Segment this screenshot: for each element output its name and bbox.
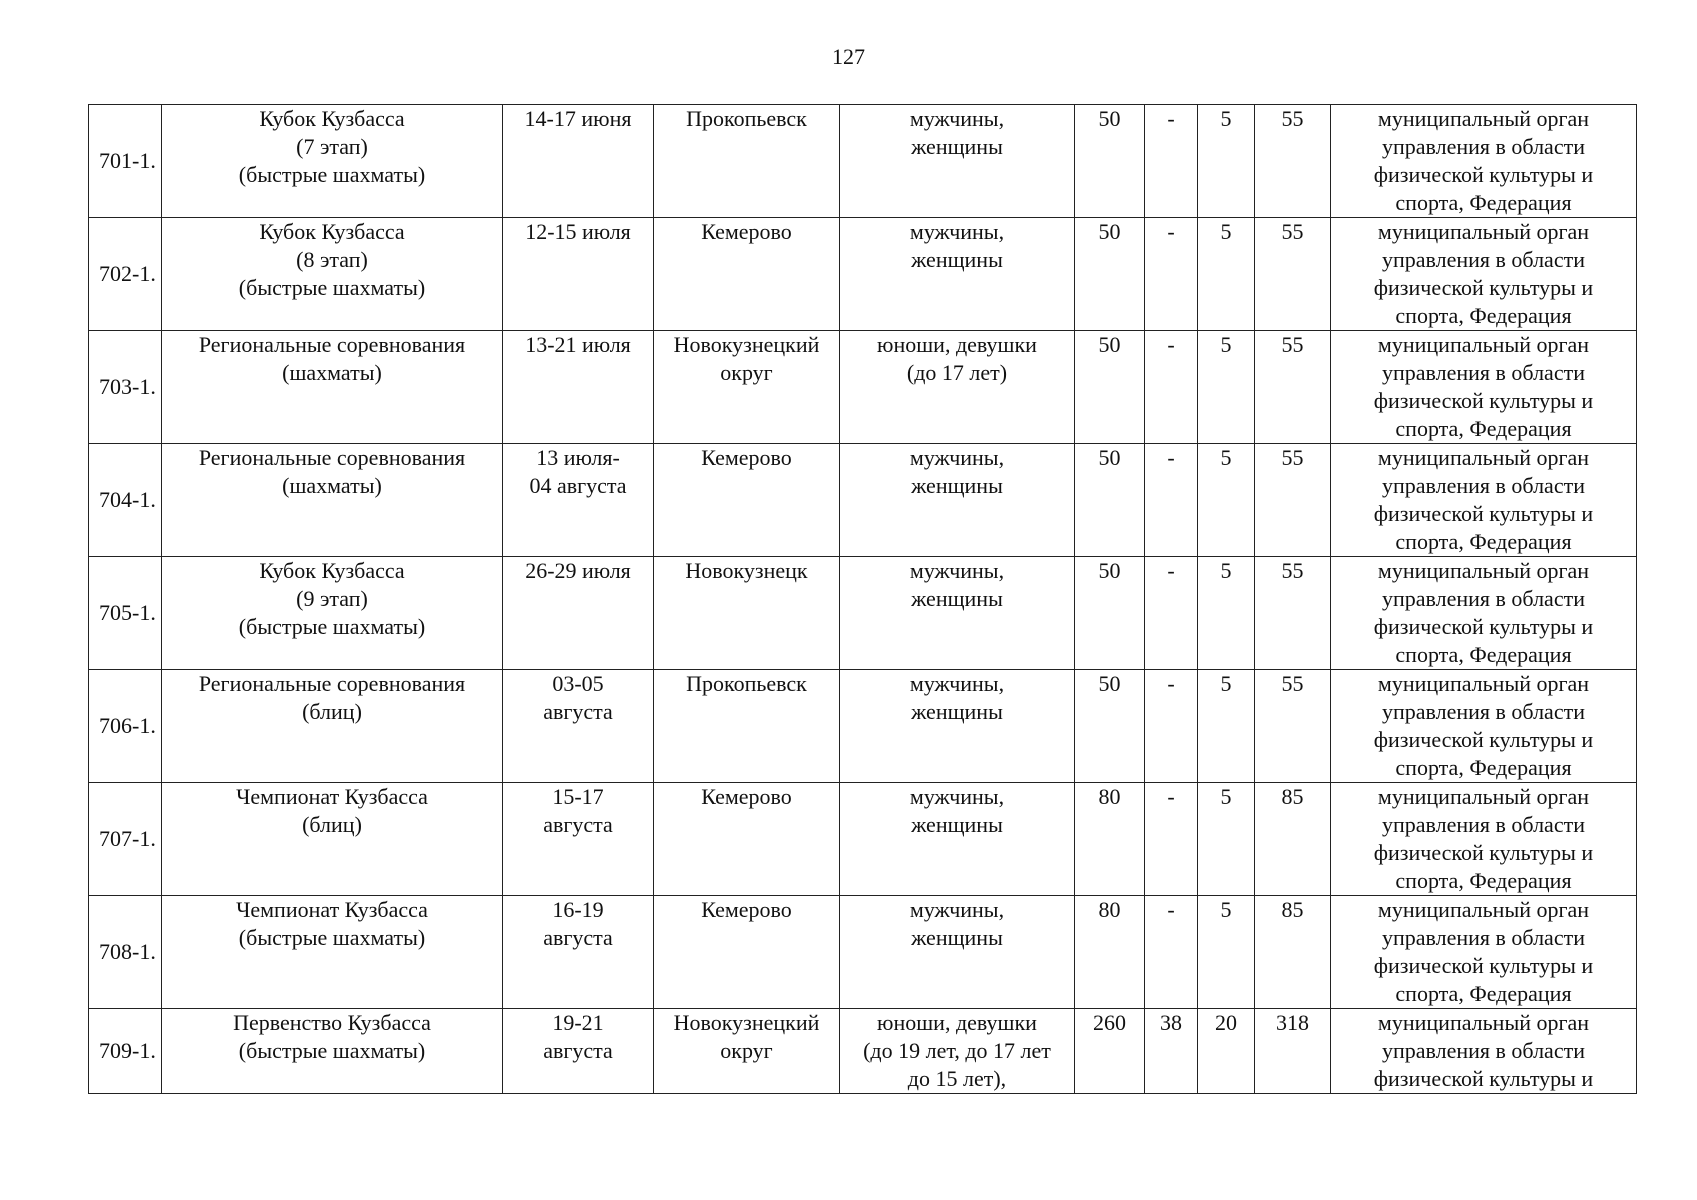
participants-cell (840, 783, 1075, 896)
event-dates-cell (503, 557, 654, 670)
event-dates-line: 16-19 (552, 897, 604, 922)
organizer-line: спорта, Федерация (1395, 755, 1572, 780)
participants-cell (840, 444, 1075, 557)
event-place-cell (654, 444, 840, 557)
participants-cell (840, 105, 1075, 218)
organizer-line: спорта, Федерация (1395, 868, 1572, 893)
count-cell-2: - (1145, 444, 1198, 557)
count-cell-1: 80 (1075, 783, 1145, 896)
event-dates-cell (503, 1009, 654, 1094)
organizer-line: спорта, Федерация (1395, 416, 1572, 441)
organizer-line: муниципальный орган (1377, 332, 1590, 357)
event-place-line: округ (720, 1038, 773, 1063)
event-place-line: Новокузнецкий (673, 1010, 820, 1035)
table-row (89, 557, 1637, 670)
count-cell-1: 50 (1075, 444, 1145, 557)
participants-cell (840, 331, 1075, 444)
organizer-line: управления в области (1382, 247, 1585, 272)
row-number-cell: 701-1. (89, 105, 162, 218)
event-place-line: округ (720, 360, 773, 385)
event-name-line: Кубок Кузбасса (259, 219, 405, 244)
organizer-line: физической культуры и (1373, 727, 1594, 752)
event-dates-line: 04 августа (529, 473, 627, 498)
organizer-line: муниципальный орган (1377, 671, 1590, 696)
event-place-cell (654, 105, 840, 218)
table-row (89, 1009, 1637, 1094)
event-dates-line: августа (543, 699, 613, 724)
count-cell-1: 50 (1075, 331, 1145, 444)
event-place-line: Кемерово (701, 897, 792, 922)
participants-cell (840, 896, 1075, 1009)
event-name-cell (162, 783, 503, 896)
organizer-line: управления в области (1382, 925, 1585, 950)
event-place-cell (654, 1009, 840, 1094)
count-cell-2: - (1145, 783, 1198, 896)
count-cell-total: 85 (1255, 783, 1331, 896)
count-cell-total: 55 (1255, 218, 1331, 331)
count-cell-2: - (1145, 670, 1198, 783)
count-cell-total: 55 (1255, 557, 1331, 670)
event-name-cell (162, 331, 503, 444)
participants-cell (840, 670, 1075, 783)
organizer-line: управления в области (1382, 812, 1585, 837)
event-place-line: Кемерово (701, 219, 792, 244)
participants-line: мужчины, (909, 106, 1005, 131)
organizer-line: муниципальный орган (1377, 106, 1590, 131)
organizer-line: физической культуры и (1373, 162, 1594, 187)
count-cell-1: 50 (1075, 670, 1145, 783)
participants-line: мужчины, (909, 219, 1005, 244)
event-place-cell (654, 896, 840, 1009)
count-cell-total: 85 (1255, 896, 1331, 1009)
event-name-cell (162, 218, 503, 331)
page-number: 127 (832, 44, 865, 69)
event-name-cell (162, 1009, 503, 1094)
organizer-line: муниципальный орган (1377, 897, 1590, 922)
event-place-cell (654, 670, 840, 783)
event-dates-cell (503, 218, 654, 331)
event-name-line: (быстрые шахматы) (238, 162, 426, 187)
event-place-line: Кемерово (701, 445, 792, 470)
participants-line: (до 17 лет) (906, 360, 1008, 385)
organizer-line: спорта, Федерация (1395, 190, 1572, 215)
count-cell-total: 55 (1255, 105, 1331, 218)
organizer-line: физической культуры и (1373, 388, 1594, 413)
table-row (89, 331, 1637, 444)
organizer-cell (1331, 444, 1637, 557)
event-name-line: (быстрые шахматы) (238, 925, 426, 950)
event-name-line: Чемпионат Кузбасса (236, 784, 428, 809)
count-cell-total: 55 (1255, 670, 1331, 783)
count-cell-3: 5 (1198, 670, 1255, 783)
count-cell-2: - (1145, 557, 1198, 670)
event-place-cell (654, 331, 840, 444)
participants-line: (до 19 лет, до 17 лет (863, 1038, 1051, 1063)
count-cell-1: 50 (1075, 105, 1145, 218)
event-name-line: Региональные соревнования (198, 671, 466, 696)
count-cell-3: 5 (1198, 105, 1255, 218)
count-cell-2: - (1145, 218, 1198, 331)
event-place-cell (654, 218, 840, 331)
organizer-line: спорта, Федерация (1395, 981, 1572, 1006)
organizer-cell (1331, 218, 1637, 331)
event-name-line: (7 этап) (296, 134, 368, 159)
row-number-cell: 707-1. (89, 783, 162, 896)
participants-line: женщины (911, 473, 1003, 498)
event-dates-cell (503, 105, 654, 218)
event-dates-line: 26-29 июля (525, 558, 631, 583)
event-name-cell (162, 670, 503, 783)
participants-cell (840, 557, 1075, 670)
event-dates-line: августа (543, 812, 613, 837)
count-cell-1: 260 (1075, 1009, 1145, 1094)
participants-line: мужчины, (909, 897, 1005, 922)
event-name-line: Региональные соревнования (198, 445, 466, 470)
organizer-cell (1331, 783, 1637, 896)
organizer-cell (1331, 1009, 1637, 1094)
organizer-line: муниципальный орган (1377, 784, 1590, 809)
participants-cell (840, 218, 1075, 331)
event-place-cell (654, 783, 840, 896)
event-dates-cell (503, 783, 654, 896)
event-place-line: Прокопьевск (686, 671, 807, 696)
table-row (89, 218, 1637, 331)
count-cell-3: 5 (1198, 218, 1255, 331)
organizer-cell (1331, 557, 1637, 670)
organizer-line: управления в области (1382, 699, 1585, 724)
organizer-line: управления в области (1382, 586, 1585, 611)
participants-line: мужчины, (909, 671, 1005, 696)
count-cell-3: 5 (1198, 444, 1255, 557)
count-cell-1: 80 (1075, 896, 1145, 1009)
table-row (89, 444, 1637, 557)
participants-line: женщины (911, 247, 1003, 272)
count-cell-3: 5 (1198, 896, 1255, 1009)
event-dates-line: августа (543, 925, 613, 950)
row-number-cell: 709-1. (89, 1009, 162, 1094)
table-row (89, 670, 1637, 783)
event-name-line: (8 этап) (296, 247, 368, 272)
event-dates-line: 12-15 июля (525, 219, 631, 244)
participants-cell (840, 1009, 1075, 1094)
row-number-cell: 708-1. (89, 896, 162, 1009)
count-cell-3: 5 (1198, 331, 1255, 444)
event-name-line: (быстрые шахматы) (238, 1038, 426, 1063)
event-dates-cell (503, 896, 654, 1009)
participants-line: женщины (911, 699, 1003, 724)
participants-line: юноши, девушки (877, 332, 1037, 357)
event-name-line: Кубок Кузбасса (259, 558, 405, 583)
organizer-line: физической культуры и (1373, 1066, 1594, 1091)
row-number-cell: 704-1. (89, 444, 162, 557)
organizer-line: физической культуры и (1373, 953, 1594, 978)
count-cell-3: 5 (1198, 783, 1255, 896)
event-dates-line: 15-17 (552, 784, 604, 809)
organizer-line: муниципальный орган (1377, 1010, 1590, 1035)
count-cell-2: - (1145, 896, 1198, 1009)
event-dates-cell (503, 670, 654, 783)
participants-line: до 15 лет), (907, 1066, 1007, 1091)
organizer-line: физической культуры и (1373, 614, 1594, 639)
count-cell-2: - (1145, 331, 1198, 444)
event-dates-line: 13-21 июля (525, 332, 631, 357)
event-name-cell (162, 444, 503, 557)
organizer-line: спорта, Федерация (1395, 642, 1572, 667)
event-place-cell (654, 557, 840, 670)
organizer-line: управления в области (1382, 1038, 1585, 1063)
row-number-cell: 706-1. (89, 670, 162, 783)
event-place-line: Прокопьевск (686, 106, 807, 131)
event-dates-line: 19-21 (552, 1010, 604, 1035)
event-place-line: Кемерово (701, 784, 792, 809)
participants-line: юноши, девушки (877, 1010, 1037, 1035)
participants-line: женщины (911, 812, 1003, 837)
participants-line: женщины (911, 925, 1003, 950)
event-name-line: Первенство Кузбасса (233, 1010, 431, 1035)
row-number-cell: 702-1. (89, 218, 162, 331)
participants-line: мужчины, (909, 558, 1005, 583)
event-name-line: Региональные соревнования (198, 332, 466, 357)
event-dates-cell (503, 444, 654, 557)
event-name-cell (162, 896, 503, 1009)
count-cell-2: 38 (1145, 1009, 1198, 1094)
organizer-line: спорта, Федерация (1395, 529, 1572, 554)
event-name-line: Кубок Кузбасса (259, 106, 405, 131)
organizer-line: управления в области (1382, 473, 1585, 498)
table-row (89, 783, 1637, 896)
event-name-line: (блиц) (302, 812, 362, 837)
event-name-line: (блиц) (302, 699, 362, 724)
participants-line: мужчины, (909, 445, 1005, 470)
event-name-cell (162, 557, 503, 670)
count-cell-total: 55 (1255, 444, 1331, 557)
event-name-line: (шахматы) (282, 360, 382, 385)
event-place-line: Новокузнецкий (673, 332, 820, 357)
organizer-line: управления в области (1382, 360, 1585, 385)
participants-line: женщины (911, 586, 1003, 611)
organizer-line: физической культуры и (1373, 501, 1594, 526)
organizer-cell (1331, 331, 1637, 444)
participants-line: мужчины, (909, 784, 1005, 809)
count-cell-total: 318 (1255, 1009, 1331, 1094)
count-cell-3: 20 (1198, 1009, 1255, 1094)
event-dates-line: 13 июля- (536, 445, 620, 470)
events-table (88, 104, 1637, 1094)
organizer-line: муниципальный орган (1377, 445, 1590, 470)
events-table-body (89, 105, 1637, 1094)
event-name-cell (162, 105, 503, 218)
organizer-line: физической культуры и (1373, 840, 1594, 865)
organizer-line: муниципальный орган (1377, 558, 1590, 583)
event-dates-line: 14-17 июня (524, 106, 632, 131)
organizer-cell (1331, 105, 1637, 218)
organizer-cell (1331, 896, 1637, 1009)
organizer-line: физической культуры и (1373, 275, 1594, 300)
count-cell-1: 50 (1075, 218, 1145, 331)
event-name-line: (быстрые шахматы) (238, 614, 426, 639)
event-name-line: (шахматы) (282, 473, 382, 498)
organizer-line: муниципальный орган (1377, 219, 1590, 244)
event-name-line: (быстрые шахматы) (238, 275, 426, 300)
event-place-line: Новокузнецк (685, 558, 808, 583)
event-name-line: (9 этап) (296, 586, 368, 611)
event-name-line: Чемпионат Кузбасса (236, 897, 428, 922)
count-cell-1: 50 (1075, 557, 1145, 670)
event-dates-line: 03-05 (552, 671, 604, 696)
row-number-cell: 703-1. (89, 331, 162, 444)
count-cell-total: 55 (1255, 331, 1331, 444)
organizer-cell (1331, 670, 1637, 783)
organizer-line: управления в области (1382, 134, 1585, 159)
count-cell-2: - (1145, 105, 1198, 218)
event-dates-cell (503, 331, 654, 444)
event-dates-line: августа (543, 1038, 613, 1063)
participants-line: женщины (911, 134, 1003, 159)
organizer-line: спорта, Федерация (1395, 303, 1572, 328)
table-row (89, 105, 1637, 218)
count-cell-3: 5 (1198, 557, 1255, 670)
row-number-cell: 705-1. (89, 557, 162, 670)
table-row (89, 896, 1637, 1009)
